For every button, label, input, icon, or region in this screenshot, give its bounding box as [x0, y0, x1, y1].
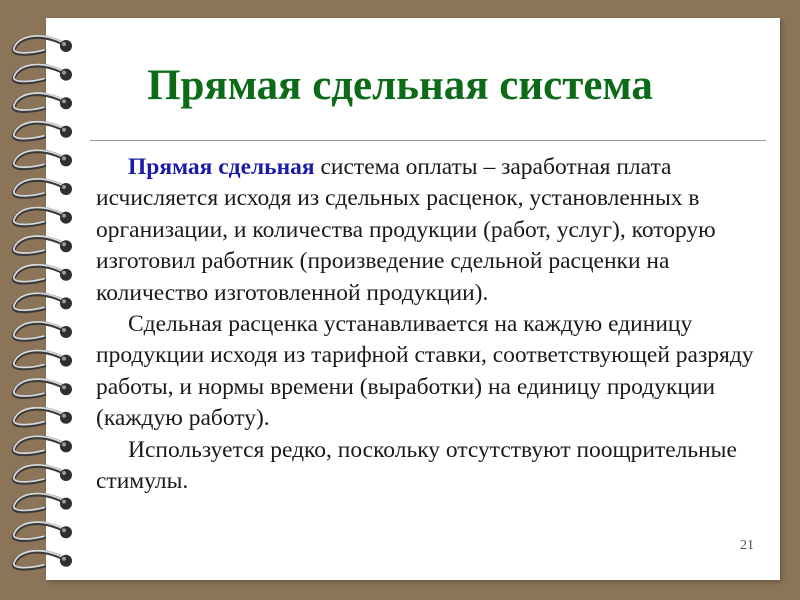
- paragraph-definition: [96, 152, 756, 309]
- spiral-ring-icon: [14, 351, 72, 369]
- spiral-ring-icon: [14, 236, 72, 254]
- paragraph-rate: [96, 309, 756, 435]
- lead-term: Прямая сдельная: [128, 154, 315, 180]
- spiral-ring-icon: [14, 379, 72, 397]
- spiral-ring-icon: [14, 436, 72, 454]
- paragraph-text: Сдельная расценка устанавливается на каждую единицу продукции исходя из тарифной ставки, соответствующей разряду работы, и нормы времени (выработки) на единицу продукции (каждую работу).: [96, 311, 754, 432]
- spiral-ring-icon: [14, 179, 72, 197]
- slide-body: [96, 152, 756, 497]
- spiral-ring-icon: [14, 150, 72, 168]
- title-divider: [90, 140, 766, 141]
- spiral-ring-icon: [14, 522, 72, 540]
- page-number: 21: [740, 538, 754, 553]
- spiral-ring-icon: [14, 293, 72, 311]
- spiral-ring-icon: [14, 494, 72, 512]
- slide-title: Прямая сдельная система: [147, 62, 653, 109]
- spiral-ring-icon: [14, 265, 72, 283]
- spiral-ring-icon: [14, 208, 72, 226]
- spiral-ring-icon: [14, 551, 72, 569]
- spiral-ring-icon: [14, 36, 72, 54]
- spiral-ring-icon: [14, 122, 72, 140]
- paragraph-text: система оплаты – заработная плата исчисляется исходя из сдельных расценок, установленных в организации, и количества продукции (работ, услуг), которую изготовил работник (произведение сдельной расценки на количество изготовленной продукции).: [96, 154, 716, 306]
- spiral-ring-icon: [14, 465, 72, 483]
- spiral-ring-icon: [14, 408, 72, 426]
- paragraph-usage: [96, 435, 756, 498]
- paragraph-text: Используется редко, поскольку отсутствуют поощрительные стимулы.: [96, 436, 737, 495]
- spiral-ring-icon: [14, 322, 72, 340]
